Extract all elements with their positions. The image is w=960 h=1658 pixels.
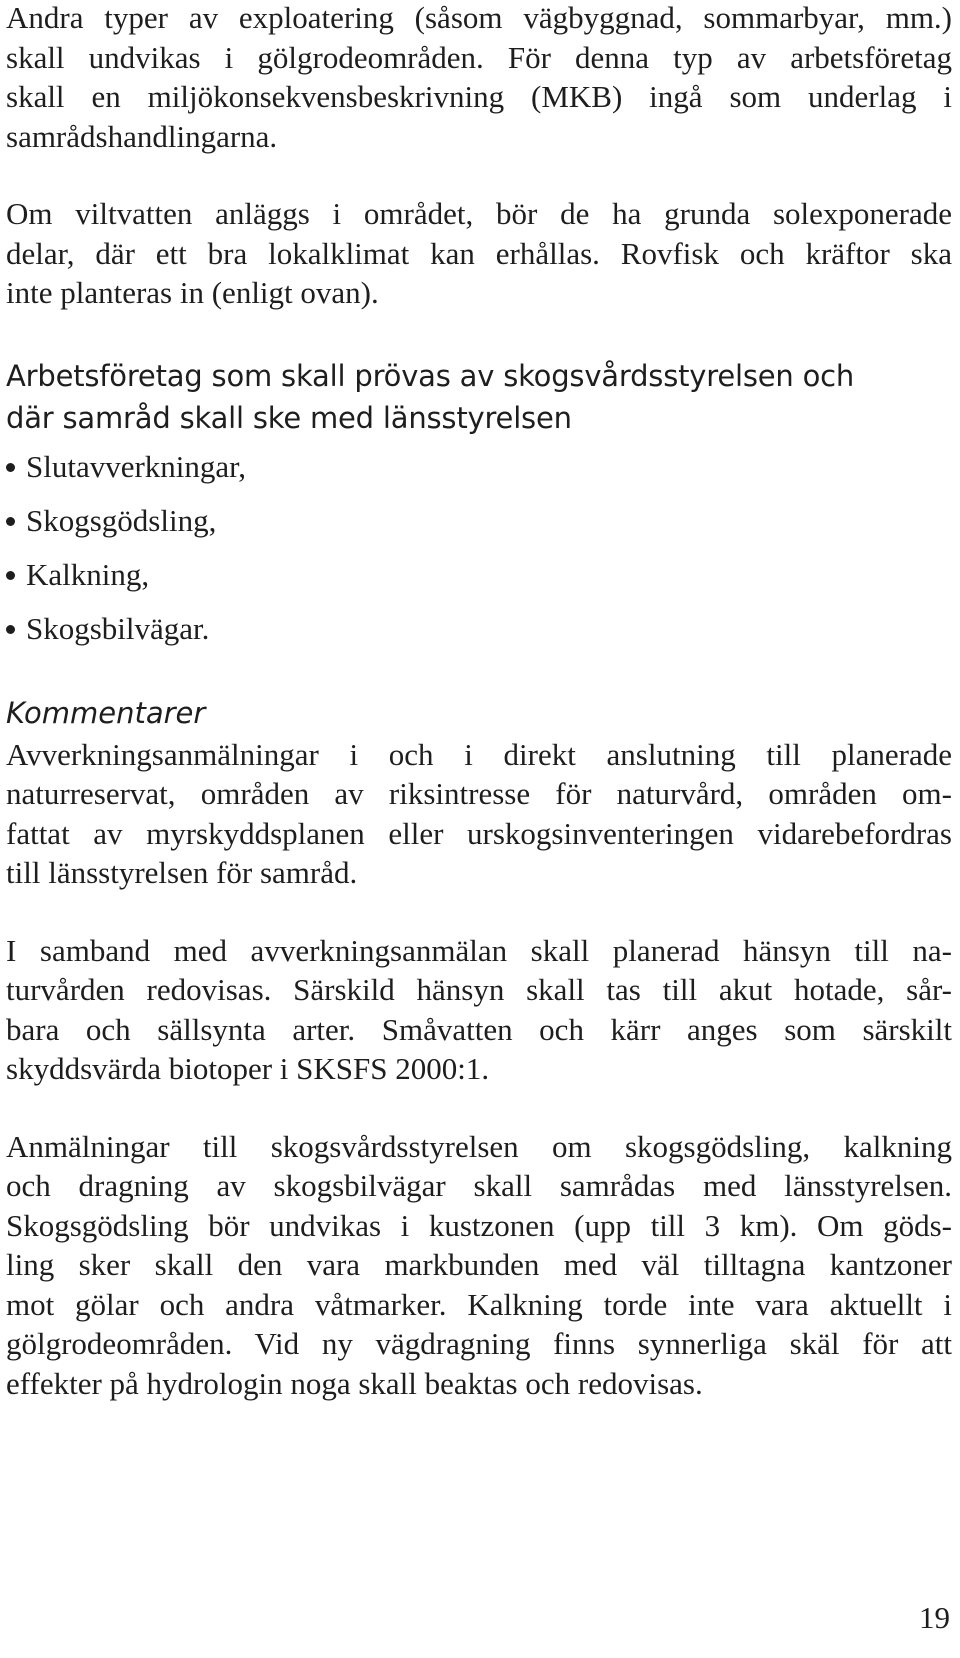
page-number: 19 (919, 1600, 950, 1635)
text-line: turvården redovisas. Särskild hänsyn skall tas till akut hotade, sår- (6, 972, 952, 1007)
text-line: mot gölar och andra våtmarker. Kalkning torde inte vara aktuellt i (6, 1286, 952, 1322)
list-item-label: Kalkning, (26, 556, 150, 592)
list-item-label: Skogsbilvägar. (26, 610, 210, 646)
bullet-icon (6, 571, 15, 580)
list-item (6, 555, 952, 609)
heading-line: Arbetsföretag som skall prövas av skogsvårdsstyrelsen och (6, 358, 855, 393)
text-line: Avverkningsanmälningar i och i direkt anslutning till planerade (6, 736, 952, 772)
bullet-icon (6, 463, 15, 472)
text-line: effekter på hydrologin noga skall beaktas och redovisas. (6, 1365, 703, 1401)
list-item (6, 609, 952, 663)
text-line: Andra typer av exploatering (såsom vägbyggnad, sommarbyar, mm.) (6, 0, 952, 35)
comments-heading: Kommentarer (6, 695, 206, 730)
text-line: skall undvikas i gölgrodeområden. För denna typ av arbetsföretag (6, 39, 952, 75)
bullet-icon (6, 517, 15, 526)
list-item (6, 501, 952, 555)
text-line: Skogsgödsling bör undvikas i kustzonen (upp till 3 km). Om göds- (6, 1207, 952, 1243)
text-line: gölgrodeområden. Vid ny vägdragning finns synnerliga skäl för att (6, 1326, 952, 1361)
list-item-label: Skogsgödsling, (26, 502, 217, 538)
document-page (6, 0, 952, 1403)
text-line: delar, där ett bra lokalklimat kan erhållas. Rovfisk och kräftor ska (6, 235, 952, 271)
text-line: ling sker skall den vara markbunden med väl tilltagna kantzoner (6, 1247, 952, 1282)
intro-paragraph-2 (6, 194, 952, 313)
text-line: inte planteras in (enligt ovan). (6, 275, 379, 310)
comment-paragraph-1 (6, 735, 952, 893)
text-line: Anmälningar till skogsvårdsstyrelsen om skogsgödsling, kalkning (6, 1128, 952, 1164)
bullet-icon (6, 625, 15, 634)
text-line: I samband med avverkningsanmälan skall planerad hänsyn till na- (6, 932, 952, 968)
text-line: och dragning av skogsbilvägar skall samrådas med länsstyrelsen. (6, 1168, 952, 1203)
text-line: naturreservat, områden av riksintresse för naturvård, områden om- (6, 776, 952, 811)
text-line: Om viltvatten anläggs i området, bör de ha grunda solexponerade (6, 196, 952, 231)
comment-paragraph-3 (6, 1127, 952, 1404)
list-item (6, 447, 952, 501)
section-heading (6, 355, 952, 439)
text-line: fattat av myrskyddsplanen eller urskogsinventeringen vidarebefordras (6, 815, 952, 851)
intro-paragraph-1 (6, 0, 952, 156)
heading-line: där samråd skall ske med länsstyrelsen (6, 400, 572, 435)
list-item-label: Slutavverkningar, (26, 448, 247, 484)
text-line: till länsstyrelsen för samråd. (6, 855, 358, 890)
bullet-list (6, 447, 952, 663)
text-line: skyddsvärda biotoper i SKSFS 2000:1. (6, 1051, 490, 1086)
text-line: samrådshandlingarna. (6, 118, 278, 154)
comment-paragraph-2 (6, 931, 952, 1089)
text-line: bara och sällsynta arter. Småvatten och kärr anges som särskilt (6, 1011, 952, 1047)
text-line: skall en miljökonsekvensbeskrivning (MKB) ingå som underlag i (6, 79, 952, 114)
